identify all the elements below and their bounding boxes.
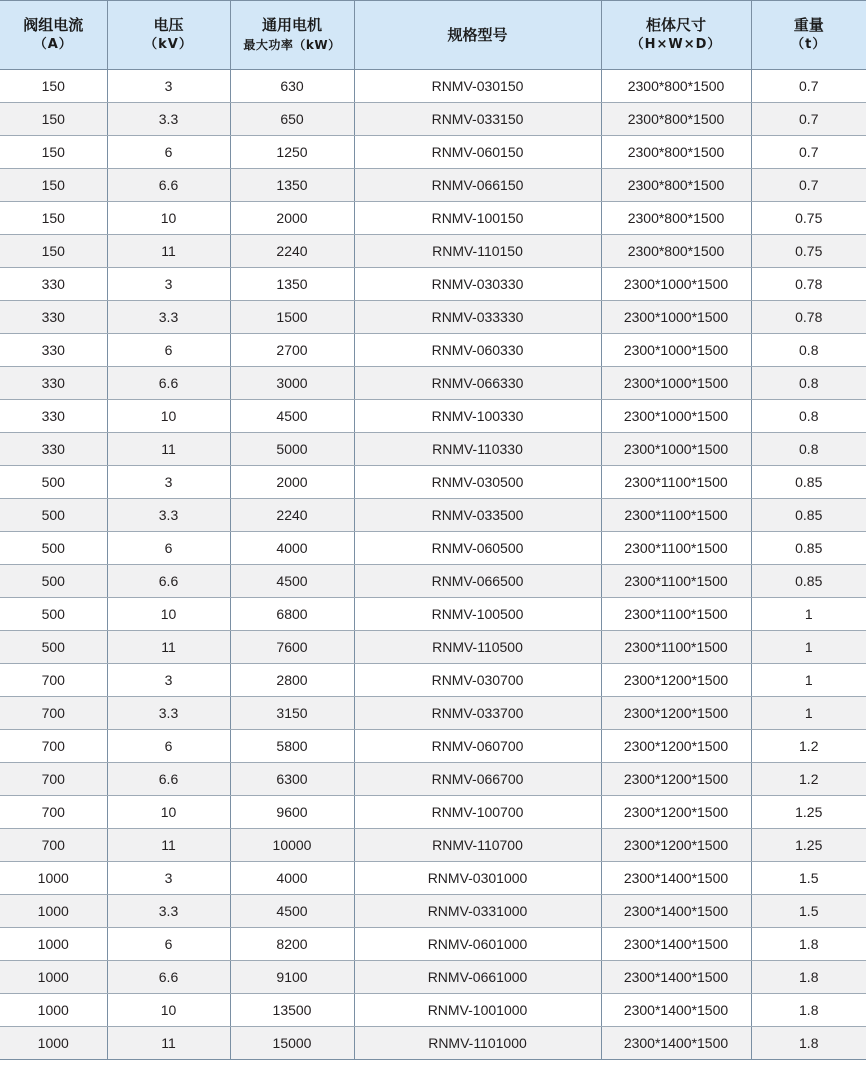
- table-row: [0, 466, 866, 499]
- cell-voltage: 3.3: [107, 301, 230, 334]
- cell-model: RNMV-066330: [354, 367, 601, 400]
- cell-cabinet-size: 2300*800*1500: [601, 169, 751, 202]
- table-header: [0, 1, 866, 70]
- cell-cabinet-size: 2300*1400*1500: [601, 994, 751, 1027]
- table-row: [0, 994, 866, 1027]
- cell-model: RNMV-066150: [354, 169, 601, 202]
- cell-cabinet-size: 2300*1400*1500: [601, 1027, 751, 1060]
- cell-valve-current: 500: [0, 565, 107, 598]
- cell-motor-power: 1250: [230, 136, 354, 169]
- cell-motor-power: 13500: [230, 994, 354, 1027]
- header-label: 重量: [793, 16, 824, 34]
- table-body: [0, 70, 866, 1060]
- cell-cabinet-size: 2300*800*1500: [601, 235, 751, 268]
- cell-weight: 1.8: [751, 1027, 866, 1060]
- cell-weight: 0.85: [751, 532, 866, 565]
- table-row: [0, 532, 866, 565]
- cell-valve-current: 150: [0, 202, 107, 235]
- table-row: [0, 301, 866, 334]
- cell-model: RNMV-0661000: [354, 961, 601, 994]
- cell-valve-current: 150: [0, 70, 107, 103]
- cell-cabinet-size: 2300*1200*1500: [601, 829, 751, 862]
- cell-weight: 0.75: [751, 235, 866, 268]
- cell-valve-current: 1000: [0, 862, 107, 895]
- cell-motor-power: 3000: [230, 367, 354, 400]
- table-row: [0, 334, 866, 367]
- cell-voltage: 3.3: [107, 103, 230, 136]
- table-row: [0, 169, 866, 202]
- table-row: [0, 631, 866, 664]
- cell-valve-current: 330: [0, 400, 107, 433]
- cell-weight: 1.25: [751, 796, 866, 829]
- header-label: 规格型号: [447, 26, 508, 44]
- header-label: 通用电机: [261, 16, 322, 34]
- table-row: [0, 70, 866, 103]
- cell-valve-current: 150: [0, 169, 107, 202]
- header-unit: （kV）: [144, 37, 193, 52]
- cell-model: RNMV-110150: [354, 235, 601, 268]
- cell-motor-power: 2240: [230, 499, 354, 532]
- header-unit: （A）: [33, 37, 73, 52]
- cell-valve-current: 330: [0, 301, 107, 334]
- cell-valve-current: 500: [0, 499, 107, 532]
- cell-cabinet-size: 2300*1200*1500: [601, 796, 751, 829]
- header-label: 柜体尺寸: [645, 16, 706, 34]
- cell-weight: 1.5: [751, 862, 866, 895]
- table-row: [0, 928, 866, 961]
- cell-voltage: 6: [107, 730, 230, 763]
- table-row: [0, 598, 866, 631]
- cell-valve-current: 150: [0, 235, 107, 268]
- cell-weight: 1.5: [751, 895, 866, 928]
- cell-voltage: 6: [107, 136, 230, 169]
- cell-cabinet-size: 2300*1200*1500: [601, 697, 751, 730]
- cell-weight: 1.2: [751, 730, 866, 763]
- cell-model: RNMV-100150: [354, 202, 601, 235]
- cell-voltage: 3.3: [107, 499, 230, 532]
- cell-cabinet-size: 2300*1400*1500: [601, 961, 751, 994]
- cell-voltage: 11: [107, 631, 230, 664]
- cell-weight: 1.8: [751, 928, 866, 961]
- table-row: [0, 829, 866, 862]
- table-row: [0, 697, 866, 730]
- cell-cabinet-size: 2300*800*1500: [601, 136, 751, 169]
- cell-voltage: 6.6: [107, 763, 230, 796]
- cell-cabinet-size: 2300*1200*1500: [601, 763, 751, 796]
- cell-motor-power: 2700: [230, 334, 354, 367]
- cell-motor-power: 4000: [230, 862, 354, 895]
- cell-voltage: 11: [107, 829, 230, 862]
- cell-motor-power: 15000: [230, 1027, 354, 1060]
- cell-cabinet-size: 2300*1400*1500: [601, 862, 751, 895]
- cell-weight: 1.25: [751, 829, 866, 862]
- table-row: [0, 400, 866, 433]
- table-row: [0, 235, 866, 268]
- cell-motor-power: 7600: [230, 631, 354, 664]
- cell-valve-current: 150: [0, 136, 107, 169]
- cell-cabinet-size: 2300*1000*1500: [601, 367, 751, 400]
- cell-motor-power: 9600: [230, 796, 354, 829]
- cell-cabinet-size: 2300*1100*1500: [601, 565, 751, 598]
- header-row: [0, 1, 866, 70]
- cell-cabinet-size: 2300*1100*1500: [601, 466, 751, 499]
- cell-model: RNMV-110330: [354, 433, 601, 466]
- cell-motor-power: 1350: [230, 268, 354, 301]
- cell-cabinet-size: 2300*1000*1500: [601, 400, 751, 433]
- cell-cabinet-size: 2300*800*1500: [601, 70, 751, 103]
- cell-voltage: 6: [107, 928, 230, 961]
- cell-voltage: 3: [107, 862, 230, 895]
- cell-motor-power: 2800: [230, 664, 354, 697]
- cell-cabinet-size: 2300*1400*1500: [601, 895, 751, 928]
- cell-weight: 0.7: [751, 70, 866, 103]
- cell-cabinet-size: 2300*1200*1500: [601, 664, 751, 697]
- table-row: [0, 136, 866, 169]
- cell-model: RNMV-033700: [354, 697, 601, 730]
- cell-voltage: 10: [107, 202, 230, 235]
- header-label: 阀组电流: [23, 16, 84, 34]
- cell-valve-current: 330: [0, 268, 107, 301]
- cell-voltage: 3.3: [107, 697, 230, 730]
- cell-valve-current: 700: [0, 664, 107, 697]
- cell-motor-power: 4500: [230, 895, 354, 928]
- cell-voltage: 3: [107, 70, 230, 103]
- cell-valve-current: 150: [0, 103, 107, 136]
- cell-model: RNMV-033150: [354, 103, 601, 136]
- cell-voltage: 11: [107, 235, 230, 268]
- cell-motor-power: 4500: [230, 400, 354, 433]
- cell-motor-power: 10000: [230, 829, 354, 862]
- table-row: [0, 763, 866, 796]
- cell-valve-current: 700: [0, 829, 107, 862]
- cell-voltage: 3: [107, 466, 230, 499]
- table-row: [0, 103, 866, 136]
- cell-weight: 1.8: [751, 994, 866, 1027]
- cell-weight: 0.7: [751, 136, 866, 169]
- table-row: [0, 961, 866, 994]
- cell-weight: 0.8: [751, 433, 866, 466]
- table-row: [0, 796, 866, 829]
- table-row: [0, 433, 866, 466]
- cell-motor-power: 630: [230, 70, 354, 103]
- table-row: [0, 664, 866, 697]
- cell-model: RNMV-030500: [354, 466, 601, 499]
- cell-model: RNMV-033500: [354, 499, 601, 532]
- cell-cabinet-size: 2300*1400*1500: [601, 928, 751, 961]
- cell-valve-current: 1000: [0, 1027, 107, 1060]
- cell-valve-current: 500: [0, 598, 107, 631]
- cell-motor-power: 9100: [230, 961, 354, 994]
- cell-valve-current: 500: [0, 631, 107, 664]
- cell-valve-current: 500: [0, 532, 107, 565]
- cell-motor-power: 1500: [230, 301, 354, 334]
- cell-motor-power: 2240: [230, 235, 354, 268]
- cell-weight: 1.2: [751, 763, 866, 796]
- cell-voltage: 10: [107, 598, 230, 631]
- cell-weight: 0.85: [751, 466, 866, 499]
- header-unit: （H×W×D）: [630, 37, 722, 52]
- cell-model: RNMV-100700: [354, 796, 601, 829]
- cell-valve-current: 330: [0, 334, 107, 367]
- cell-cabinet-size: 2300*800*1500: [601, 103, 751, 136]
- cell-weight: 0.7: [751, 169, 866, 202]
- cell-valve-current: 700: [0, 730, 107, 763]
- cell-weight: 0.8: [751, 334, 866, 367]
- cell-model: RNMV-066500: [354, 565, 601, 598]
- cell-motor-power: 4000: [230, 532, 354, 565]
- cell-weight: 1: [751, 631, 866, 664]
- cell-model: RNMV-030330: [354, 268, 601, 301]
- cell-model: RNMV-066700: [354, 763, 601, 796]
- cell-valve-current: 330: [0, 433, 107, 466]
- cell-cabinet-size: 2300*800*1500: [601, 202, 751, 235]
- cell-cabinet-size: 2300*1000*1500: [601, 334, 751, 367]
- header-motor-power: [230, 1, 354, 70]
- cell-valve-current: 1000: [0, 961, 107, 994]
- cell-voltage: 3: [107, 664, 230, 697]
- cell-model: RNMV-1001000: [354, 994, 601, 1027]
- table-row: [0, 499, 866, 532]
- cell-motor-power: 8200: [230, 928, 354, 961]
- cell-motor-power: 5000: [230, 433, 354, 466]
- cell-model: RNMV-100330: [354, 400, 601, 433]
- cell-voltage: 10: [107, 400, 230, 433]
- cell-voltage: 6.6: [107, 565, 230, 598]
- cell-valve-current: 500: [0, 466, 107, 499]
- cell-model: RNMV-060700: [354, 730, 601, 763]
- header-cabinet-size: [601, 1, 751, 70]
- cell-motor-power: 3150: [230, 697, 354, 730]
- cell-weight: 0.85: [751, 499, 866, 532]
- cell-voltage: 11: [107, 433, 230, 466]
- cell-model: RNMV-100500: [354, 598, 601, 631]
- cell-weight: 1: [751, 598, 866, 631]
- cell-cabinet-size: 2300*1000*1500: [601, 301, 751, 334]
- cell-cabinet-size: 2300*1100*1500: [601, 631, 751, 664]
- cell-cabinet-size: 2300*1200*1500: [601, 730, 751, 763]
- cell-model: RNMV-030700: [354, 664, 601, 697]
- cell-model: RNMV-060500: [354, 532, 601, 565]
- header-valve-current: [0, 1, 107, 70]
- cell-weight: 1: [751, 664, 866, 697]
- cell-valve-current: 1000: [0, 994, 107, 1027]
- cell-weight: 0.85: [751, 565, 866, 598]
- cell-motor-power: 650: [230, 103, 354, 136]
- cell-model: RNMV-110700: [354, 829, 601, 862]
- header-model: [354, 1, 601, 70]
- cell-voltage: 6.6: [107, 961, 230, 994]
- cell-weight: 0.75: [751, 202, 866, 235]
- cell-weight: 0.8: [751, 367, 866, 400]
- table-row: [0, 367, 866, 400]
- cell-voltage: 6.6: [107, 169, 230, 202]
- table-row: [0, 565, 866, 598]
- header-voltage: [107, 1, 230, 70]
- cell-model: RNMV-0301000: [354, 862, 601, 895]
- cell-valve-current: 330: [0, 367, 107, 400]
- cell-valve-current: 700: [0, 763, 107, 796]
- header-unit: 最大功率（kW）: [243, 38, 341, 52]
- header-label: 电压: [153, 16, 184, 34]
- cell-cabinet-size: 2300*1000*1500: [601, 433, 751, 466]
- cell-valve-current: 700: [0, 697, 107, 730]
- cell-weight: 0.8: [751, 400, 866, 433]
- cell-voltage: 6: [107, 532, 230, 565]
- table-row: [0, 202, 866, 235]
- cell-cabinet-size: 2300*1000*1500: [601, 268, 751, 301]
- cell-weight: 1.8: [751, 961, 866, 994]
- cell-model: RNMV-033330: [354, 301, 601, 334]
- table-row: [0, 1027, 866, 1060]
- cell-model: RNMV-0331000: [354, 895, 601, 928]
- cell-valve-current: 1000: [0, 928, 107, 961]
- cell-voltage: 3: [107, 268, 230, 301]
- table-row: [0, 895, 866, 928]
- cell-model: RNMV-0601000: [354, 928, 601, 961]
- cell-voltage: 11: [107, 1027, 230, 1060]
- cell-voltage: 10: [107, 796, 230, 829]
- header-unit: （t）: [791, 37, 827, 52]
- cell-motor-power: 6300: [230, 763, 354, 796]
- cell-cabinet-size: 2300*1100*1500: [601, 532, 751, 565]
- cell-weight: 1: [751, 697, 866, 730]
- cell-valve-current: 700: [0, 796, 107, 829]
- cell-motor-power: 6800: [230, 598, 354, 631]
- cell-voltage: 6.6: [107, 367, 230, 400]
- cell-weight: 0.78: [751, 268, 866, 301]
- cell-cabinet-size: 2300*1100*1500: [601, 598, 751, 631]
- cell-model: RNMV-030150: [354, 70, 601, 103]
- cell-motor-power: 2000: [230, 202, 354, 235]
- cell-cabinet-size: 2300*1100*1500: [601, 499, 751, 532]
- cell-valve-current: 1000: [0, 895, 107, 928]
- cell-weight: 0.7: [751, 103, 866, 136]
- cell-voltage: 10: [107, 994, 230, 1027]
- cell-voltage: 3.3: [107, 895, 230, 928]
- cell-motor-power: 5800: [230, 730, 354, 763]
- table-row: [0, 862, 866, 895]
- cell-motor-power: 4500: [230, 565, 354, 598]
- table-row: [0, 730, 866, 763]
- cell-motor-power: 1350: [230, 169, 354, 202]
- cell-model: RNMV-060150: [354, 136, 601, 169]
- cell-weight: 0.78: [751, 301, 866, 334]
- cell-motor-power: 2000: [230, 466, 354, 499]
- cell-model: RNMV-110500: [354, 631, 601, 664]
- cell-voltage: 6: [107, 334, 230, 367]
- cell-model: RNMV-060330: [354, 334, 601, 367]
- table-row: [0, 268, 866, 301]
- cell-model: RNMV-1101000: [354, 1027, 601, 1060]
- header-weight: [751, 1, 866, 70]
